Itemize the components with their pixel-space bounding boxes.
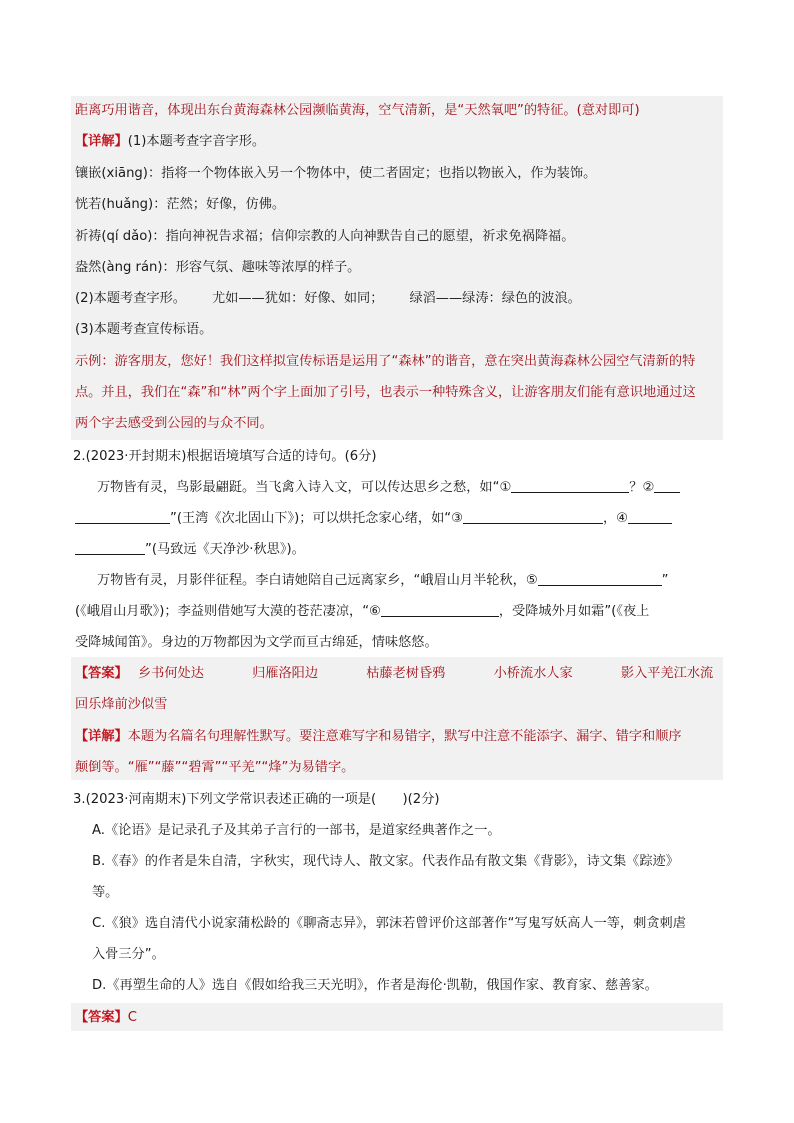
q2-para2-line1 (97, 571, 669, 591)
answer-item-5: 影入平羌江水流 (620, 666, 714, 681)
part2-line (75, 289, 581, 309)
vocab-line-4: 盎然(àng rán)：形容气氛、趣味等浓厚的样子。 (75, 260, 361, 275)
answer-item-4: 小桥流水人家 (493, 666, 573, 681)
question-3-title: 3.(2023·河南期末)下列文学常识表述正确的一项是( )(2分) (73, 792, 440, 807)
detail-label: 【详解】 (75, 134, 128, 149)
blank-2[interactable] (654, 478, 680, 493)
option-c-line1[interactable]: C.《狼》选自清代小说家蒲松龄的《聊斋志异》，郭沫若曾评价这部著作“写鬼写妖高人一等，刺贪刺虐 (92, 916, 686, 931)
detail-line-2b: 颠倒等。“雁”“藤”“碧霄”“平羌”“烽”为易错字。 (75, 760, 355, 775)
q2-para2-line2 (75, 602, 649, 622)
blank-5[interactable] (538, 571, 662, 586)
q2-text: 万物皆有灵，月影伴征程。李白请她陪自己远离家乡，“峨眉山月半轮秋，⑤ (97, 573, 538, 588)
q2-text: ”(王湾《次北固山下》)；可以烘托念家心绪，如“③ (170, 511, 463, 526)
blank-4-cont[interactable] (75, 540, 145, 555)
q2-para2-line3: 受降城闻笛》。身边的万物都因为文学而亘古绵延，情味悠悠。 (75, 635, 438, 650)
detail-label: 【详解】 (75, 729, 128, 744)
q2-text: (《峨眉山月歌》)；李益则借她写大漠的苍茫凄凉，“⑥ (75, 604, 381, 619)
q2-text: 万物皆有灵，鸟影最翩跹。当飞禽入诗入文，可以传达思乡之愁，如“① (97, 480, 512, 495)
detail-text: 本题为名篇名句理解性默写。要注意难写字和易错字，默写中注意不能添字、漏字、错字和顺序 (127, 729, 682, 744)
vocab-line-2: 恍若(huǎng)：茫然；好像，仿佛。 (75, 197, 286, 212)
part2-item-2: 绿滔——绿涛：绿色的波浪。 (409, 291, 581, 306)
q2-text: ，受降城外月如霜”(《夜上 (498, 604, 650, 619)
q2-para1-line1 (97, 478, 680, 498)
option-c-line2: 入骨三分”。 (92, 947, 165, 962)
vocab-line-3: 祈祷(qí dǎo)：指向神祝告求福；信仰宗教的人向神默告自己的愿望，祈求免祸降福。 (75, 229, 575, 244)
q2-para1-line2 (75, 509, 672, 529)
q2-text: ” (661, 573, 669, 588)
q2-para1-line3 (75, 540, 305, 560)
detail-intro: (1)本题考查字音字形。 (127, 134, 266, 149)
example-line-1: 示例：游客朋友，您好！我们这样拟宣传标语是运用了“森林”的谐音，意在突出黄海森林公园空气清新的特 (75, 354, 696, 369)
option-a[interactable]: A.《论语》是记录孔子及其弟子言行的一部书，是道家经典著作之一。 (92, 823, 501, 838)
option-d[interactable]: D.《再塑生命的人》选自《假如给我三天光明》，作者是海伦·凯勒，俄国作家、教育家、慈善家。 (92, 978, 658, 993)
example-line-2: 点。并且，我们在“森”和“林”两个字上面加了引号，也表示一种特殊含义，让游客朋友们能有意识地通过这 (75, 385, 696, 400)
q2-text: ？② (629, 480, 655, 495)
answer-item-3: 枯藤老树昏鸦 (366, 666, 446, 681)
answer-line-2 (75, 664, 713, 684)
q2-text: ，④ (602, 511, 628, 526)
detail-heading-1 (75, 132, 265, 152)
answer-block-3 (71, 1003, 723, 1031)
answer-item-1: 乡书何处达 (137, 666, 204, 681)
blank-2-cont[interactable] (75, 509, 170, 524)
part2-item-1: 尤如——犹如：好像、如同； (212, 291, 384, 306)
part3-line: (3)本题考查宣传标语。 (75, 322, 213, 337)
answer-line-3 (75, 1008, 137, 1028)
blank-6[interactable] (381, 602, 499, 617)
vocab-line-1: 镶嵌(xiāng)：指将一个物体嵌入另一个物体中，使二者固定；也指以物嵌入，作为装饰。 (75, 166, 597, 181)
blank-4[interactable] (628, 509, 672, 524)
analysis-continued: 距离巧用谐音，体现出东台黄海森林公园濒临黄海，空气清新，是“天然氧吧”的特征。(意对即可) (75, 103, 640, 118)
option-b-line1[interactable]: B.《春》的作者是朱自清，字秋实，现代诗人、散文家。代表作品有散文集《背影》，诗文集《踪迹》 (92, 854, 679, 869)
blank-1[interactable] (511, 478, 629, 493)
q2-text: ”(马致远《天净沙·秋思》)。 (145, 542, 305, 557)
example-line-3: 两个字去感受到公园的与众不同。 (75, 416, 273, 431)
question-2-title: 2.(2023·开封期末)根据语境填写合适的诗句。(6分) (73, 449, 377, 464)
blank-3[interactable] (463, 509, 603, 524)
answer-value: C (127, 1010, 137, 1025)
answer-item-6: 回乐烽前沙似雪 (75, 697, 168, 712)
answer-label: 【答案】 (75, 1010, 128, 1025)
answer-item-2: 归雁洛阳边 (252, 666, 319, 681)
part2-intro: (2)本题考查字形。 (75, 291, 186, 306)
option-b-line2: 等。 (92, 885, 119, 900)
detail-line-2a (75, 727, 682, 747)
answer-label: 【答案】 (75, 666, 128, 681)
